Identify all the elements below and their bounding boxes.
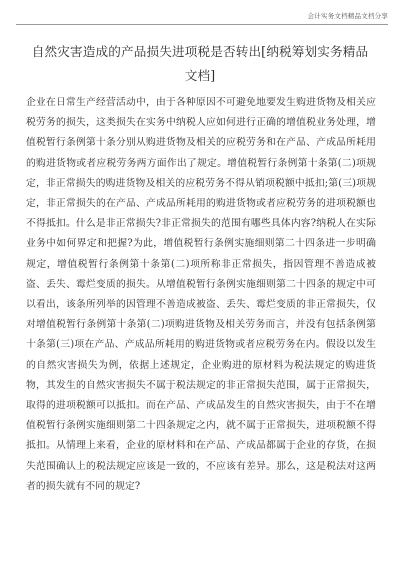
header-divider xyxy=(16,24,388,25)
header-note: 会计实务文档精品文档分享 xyxy=(307,12,388,20)
document-title: 自然灾害造成的产品损失进项税是否转出[纳税筹划实务精品文档] xyxy=(31,44,369,83)
document-body: 企业在日常生产经营活动中，由于各种原因不可避免地要发生购进货物及相关应税劳务的损失，这类损失在实务中纳税人应如何进行正确的增值税业务处理，增值税暂行条例第十条分别从购进货物及相关的应税劳务和在产品、产成品所耗用的购进货物或者应税劳务两方面作出了规定。增值税暂行条例第十条第(二)项规定，非正常损失的购进货物及相关的应税劳务不得从销项税额中抵扣;第(三)项规定，非正常损失的在产品、产成品所耗用的购进货物或者应税劳务的进项税额也不得抵扣。什么是非正常损失?非正常损失的范围有哪些具体内容?纳税人在实际业务中如何界定和把握?为此，增值税暂行条例实施细则第二十四条进一步明确规定，增值税暂行条例第十条第(二)项所称非正常损失，指因管理不善造成被盗、丢失、霉烂变质的损失。从增值税暂行条例实施细则第二十四条的规定中可以看出，该条所列举的因管理不善造成被盗、丢失、霉烂变质的非正常损失，仅对增值税暂行条例第十条第(二)项购进货物及相关劳务而言，并没有包括条例第十条第(三)项在产品、产成品所耗用的购进货物或者应税劳务在内。假设以发生的自然灾害损失为例，依据上述规定，企业购进的原材料为税法规定的购进货物，其发生的自然灾害损失不属于税法规定的非正常损失范围，属于正常损失，取得的进项税额可以抵扣。而在产品、产成品发生的自然灾害损失，由于不在增值税暂行条例实施细则第二十四条规定之内，就不属于正常损失，进项税额不得抵扣。从情理上来看，企业的原材料和在产品、产成品都属于企业的存货，在损失范围确认上的税法规定应该是一致的，不应该有差异。那么，这是税法对这两者的损失就有不同的规定? xyxy=(26,97,376,492)
